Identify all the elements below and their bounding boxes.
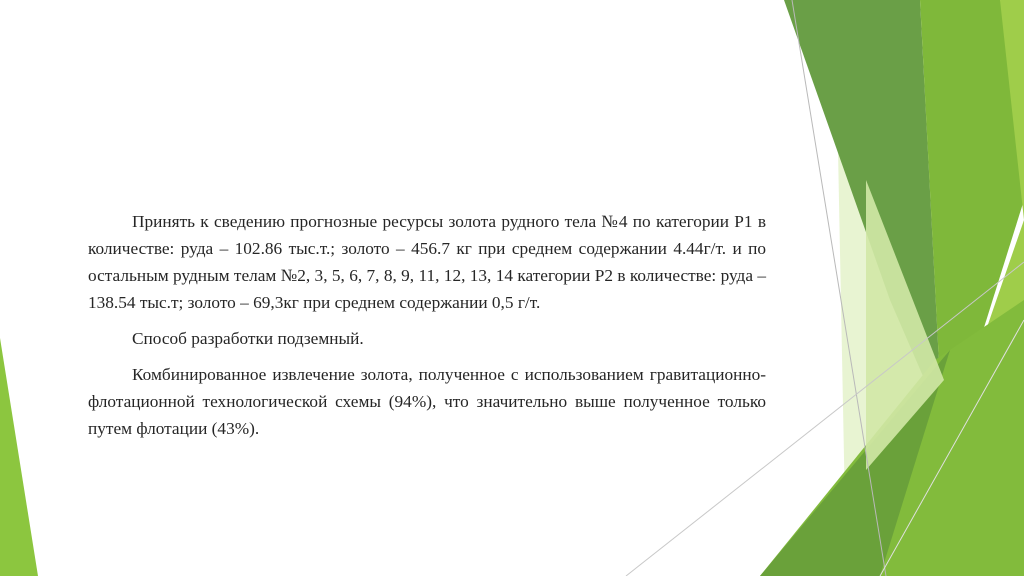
- paragraph-resources: Принять к сведению прогнозные ресурсы золота рудного тела №4 по категории Р1 в количестве: руда – 102.86 тыс.т.; золото – 456.7 кг при среднем содержании 4.44г/т. и по остальным рудным телам №2, 3, 5, 6, 7, 8, 9, 11, 12, 13, 14 категории Р2 в количестве: руда – 138.54 тыс.т; золото – 69,3кг при среднем содержании 0,5 г/т.: [88, 212, 766, 312]
- slide-body-text: [88, 208, 766, 451]
- left-edge-stripe: [0, 338, 38, 576]
- paragraph-extraction: Комбинированное извлечение золота, полученное с использованием гравитационно-флотационной технологической схемы (94%), что значительно выше полученное только путем флотации (43%).: [88, 365, 766, 438]
- paragraph-mining-method: Способ разработки подземный.: [132, 329, 364, 348]
